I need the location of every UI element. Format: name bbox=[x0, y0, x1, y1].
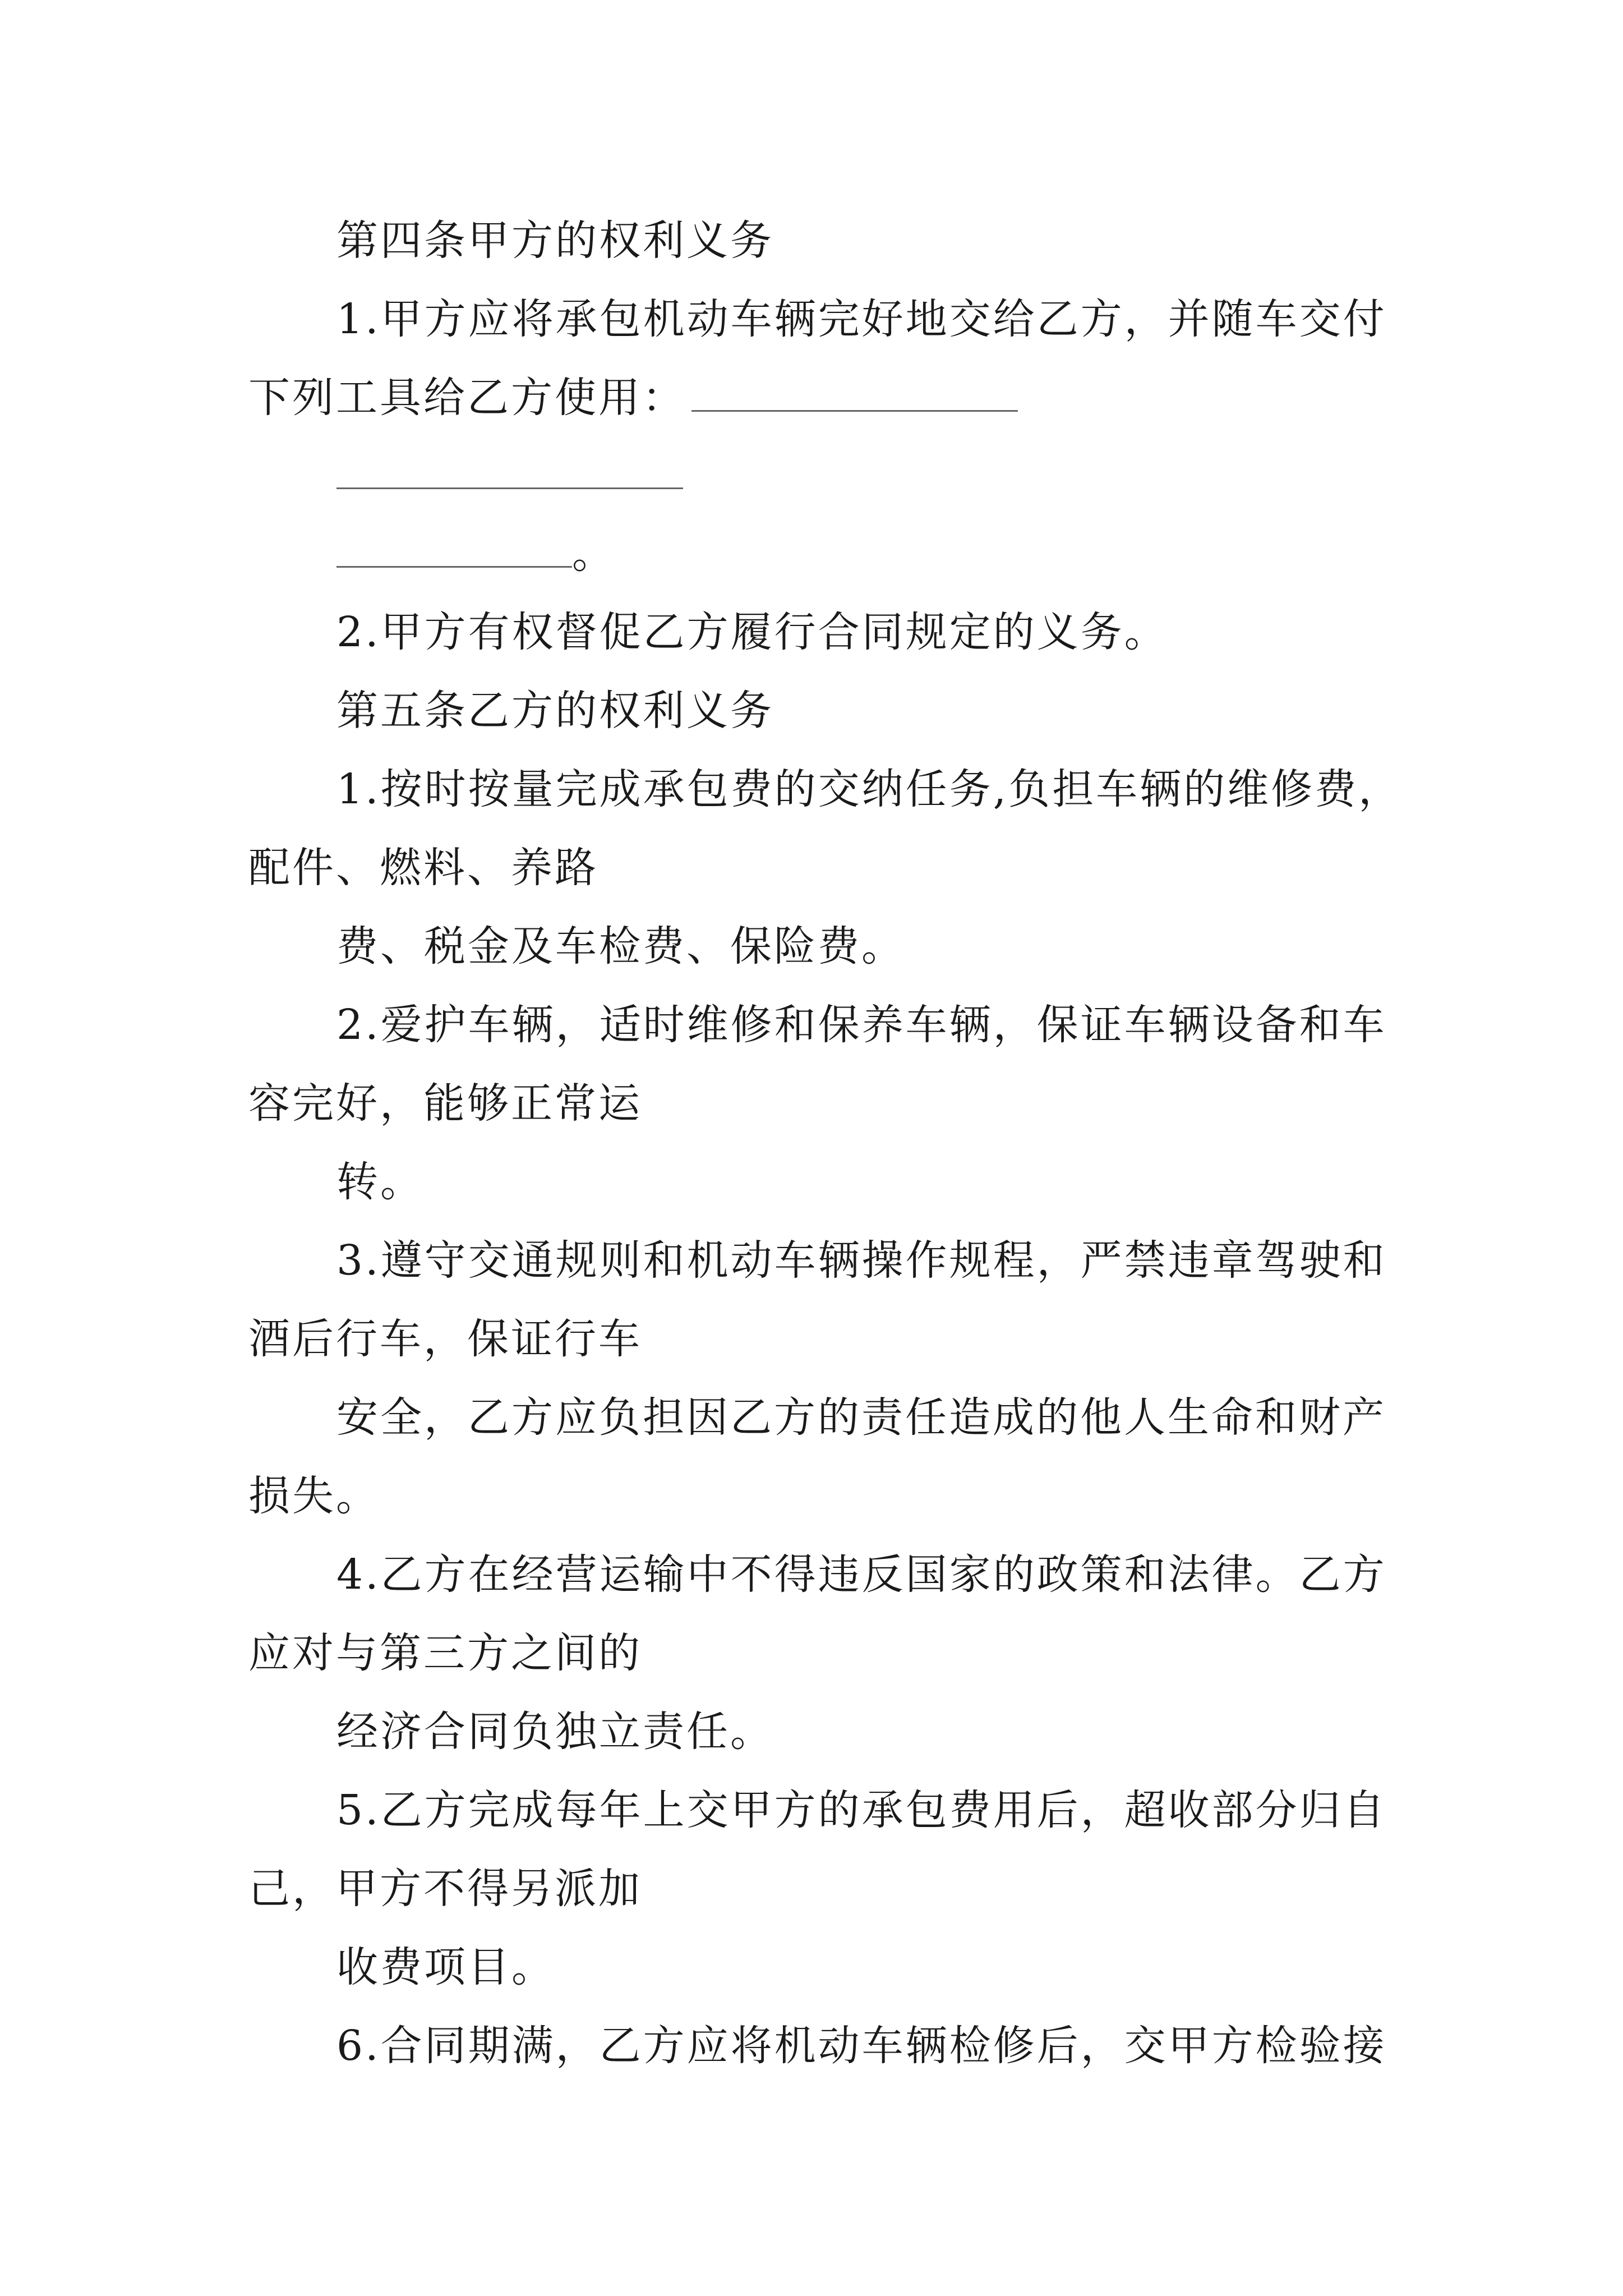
article-5-item-5-line-2 bbox=[248, 1865, 642, 1913]
text-line: 6.合同期满，乙方应将机动车辆检修后，交甲方检验接 bbox=[336, 2022, 1387, 2070]
blank-underline bbox=[336, 566, 572, 568]
article-5-heading bbox=[336, 687, 774, 735]
text-line: 配件、燃料、养路 bbox=[248, 844, 598, 892]
text-line: 己，甲方不得另派加 bbox=[248, 1865, 642, 1913]
text-line: 酒后行车，保证行车 bbox=[248, 1315, 642, 1363]
blank-underline bbox=[691, 410, 1018, 412]
article-4-heading bbox=[336, 217, 774, 265]
article-4-item-1-blank-line bbox=[336, 454, 683, 496]
text-line: 第四条甲方的权利义务 bbox=[336, 217, 774, 265]
article-5-item-4-line-2 bbox=[248, 1629, 642, 1677]
article-4-item-2 bbox=[336, 608, 1168, 656]
text-line: 。 bbox=[572, 530, 616, 578]
article-5-item-3-line-3 bbox=[336, 1393, 1386, 1442]
text-line: 下列工具给乙方使用： bbox=[248, 374, 686, 422]
text-line: 第五条乙方的权利义务 bbox=[336, 687, 774, 735]
text-line: 安全，乙方应负担因乙方的责任造成的他人生命和财产 bbox=[336, 1393, 1386, 1442]
article-4-item-1-line-end bbox=[336, 530, 616, 578]
text-line: 2.爱护车辆，适时维修和保养车辆，保证车辆设备和车 bbox=[336, 1001, 1387, 1049]
article-5-item-3-line-4 bbox=[248, 1472, 380, 1520]
article-4-item-1-line-1 bbox=[336, 295, 1387, 343]
text-line: 损失。 bbox=[248, 1472, 380, 1520]
article-5-item-4-line-3 bbox=[336, 1708, 774, 1756]
text-line: 1.按时按量完成承包费的交纳任务,负担车辆的维修费， bbox=[336, 765, 1403, 813]
text-line: 2.甲方有权督促乙方履行合同规定的义务。 bbox=[336, 608, 1168, 656]
text-line: 4.乙方在经营运输中不得违反国家的政策和法律。乙方 bbox=[336, 1550, 1387, 1599]
text-line: 转。 bbox=[336, 1158, 424, 1206]
article-5-item-2-line-2 bbox=[248, 1079, 642, 1128]
article-5-item-1-line-2 bbox=[248, 844, 598, 892]
article-5-item-3-line-2 bbox=[248, 1315, 642, 1363]
article-5-item-3-line-1 bbox=[336, 1236, 1387, 1285]
article-5-item-5-line-1 bbox=[336, 1786, 1387, 1834]
text-line: 容完好，能够正常运 bbox=[248, 1079, 642, 1128]
text-line: 费、税金及车检费、保险费。 bbox=[336, 922, 905, 970]
article-5-item-4-line-1 bbox=[336, 1550, 1387, 1599]
article-5-item-1-line-3 bbox=[336, 922, 905, 970]
article-5-item-2-line-1 bbox=[336, 1001, 1387, 1049]
text-line: 3.遵守交通规则和机动车辆操作规程，严禁违章驾驶和 bbox=[336, 1236, 1387, 1285]
article-5-item-2-line-3 bbox=[336, 1158, 424, 1206]
text-line: 5.乙方完成每年上交甲方的承包费用后，超收部分归自 bbox=[336, 1786, 1387, 1834]
text-line: 1.甲方应将承包机动车辆完好地交给乙方，并随车交付 bbox=[336, 295, 1387, 343]
article-5-item-6-line-1 bbox=[336, 2022, 1387, 2070]
blank-underline bbox=[336, 487, 683, 489]
text-line: 应对与第三方之间的 bbox=[248, 1629, 642, 1677]
text-line: 收费项目。 bbox=[336, 1943, 555, 1991]
article-4-item-1-line-2 bbox=[248, 374, 1018, 422]
text-line: 经济合同负独立责任。 bbox=[336, 1708, 774, 1756]
article-5-item-1-line-1 bbox=[336, 765, 1403, 813]
article-5-item-5-line-3 bbox=[336, 1943, 555, 1991]
